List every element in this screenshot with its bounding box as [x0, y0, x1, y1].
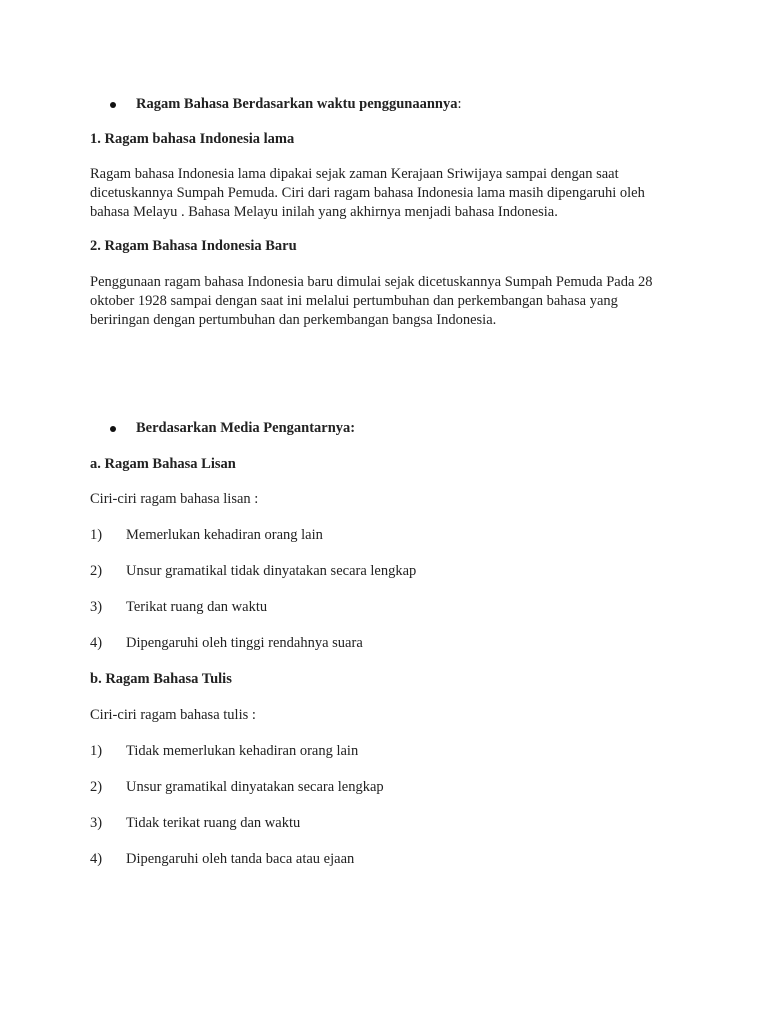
list-text: Memerlukan kehadiran orang lain: [126, 527, 323, 543]
list-item: [90, 562, 416, 581]
bullet-icon: [110, 426, 116, 432]
list-text: Tidak terikat ruang dan waktu: [126, 815, 301, 831]
paragraph-line: dicetuskannya Sumpah Pemuda. Ciri dari ragam bahasa Indonesia lama masih dipengaruhi oleh: [90, 185, 645, 201]
heading-ragam-tulis: b. Ragam Bahasa Tulis: [90, 671, 232, 687]
list-text: Unsur gramatikal dinyatakan secara lengkap: [126, 779, 384, 795]
paragraph-line: Ragam bahasa Indonesia lama dipakai sejak zaman Kerajaan Sriwijaya sampai dengan saat: [90, 166, 619, 182]
list-text: Dipengaruhi oleh tinggi rendahnya suara: [126, 635, 363, 651]
list-number: 4): [90, 635, 103, 651]
list-item: [90, 742, 358, 761]
bullet-suffix: :: [457, 96, 462, 112]
list-text: Terikat ruang dan waktu: [126, 599, 268, 615]
heading-indonesia-baru: 2. Ragam Bahasa Indonesia Baru: [90, 238, 297, 254]
list-item: [90, 526, 323, 545]
list-number: 2): [90, 563, 103, 579]
list-item: [90, 598, 267, 617]
list-item: [90, 634, 363, 653]
list-number: 1): [90, 527, 103, 543]
list-number: 3): [90, 599, 103, 615]
intro-ragam-tulis: Ciri-ciri ragam bahasa tulis :: [90, 707, 256, 723]
paragraph-line: oktober 1928 sampai dengan saat ini melalui pertumbuhan dan perkembangan bahasa yang: [90, 293, 618, 309]
list-number: 3): [90, 815, 103, 831]
bullet-title: Berdasarkan Media Pengantarnya:: [136, 420, 356, 436]
list-number: 2): [90, 779, 103, 795]
paragraph-line: bahasa Melayu . Bahasa Melayu inilah yang akhirnya menjadi bahasa Indonesia.: [90, 204, 558, 220]
list-item: [90, 814, 300, 833]
list-number: 1): [90, 743, 103, 759]
paragraph-line: beriringan dengan pertumbuhan dan perkembangan bangsa Indonesia.: [90, 312, 497, 328]
paragraph-line: Penggunaan ragam bahasa Indonesia baru dimulai sejak dicetuskannya Sumpah Pemuda Pada 28: [90, 274, 653, 290]
intro-ragam-lisan: Ciri-ciri ragam bahasa lisan :: [90, 491, 259, 507]
heading-indonesia-lama: 1. Ragam bahasa Indonesia lama: [90, 131, 295, 147]
heading-ragam-lisan: a. Ragam Bahasa Lisan: [90, 456, 236, 472]
bullet-title: Ragam Bahasa Berdasarkan waktu penggunaannya: [136, 96, 458, 112]
bullet-icon: [110, 102, 116, 108]
paragraph-indonesia-lama: [90, 165, 690, 222]
list-text: Dipengaruhi oleh tanda baca atau ejaan: [126, 851, 355, 867]
list-text: Unsur gramatikal tidak dinyatakan secara lengkap: [126, 563, 417, 579]
list-item: [90, 778, 384, 797]
list-text: Tidak memerlukan kehadiran orang lain: [126, 743, 359, 759]
list-number: 4): [90, 851, 103, 867]
paragraph-indonesia-baru: [90, 273, 690, 330]
list-item: [90, 850, 354, 869]
